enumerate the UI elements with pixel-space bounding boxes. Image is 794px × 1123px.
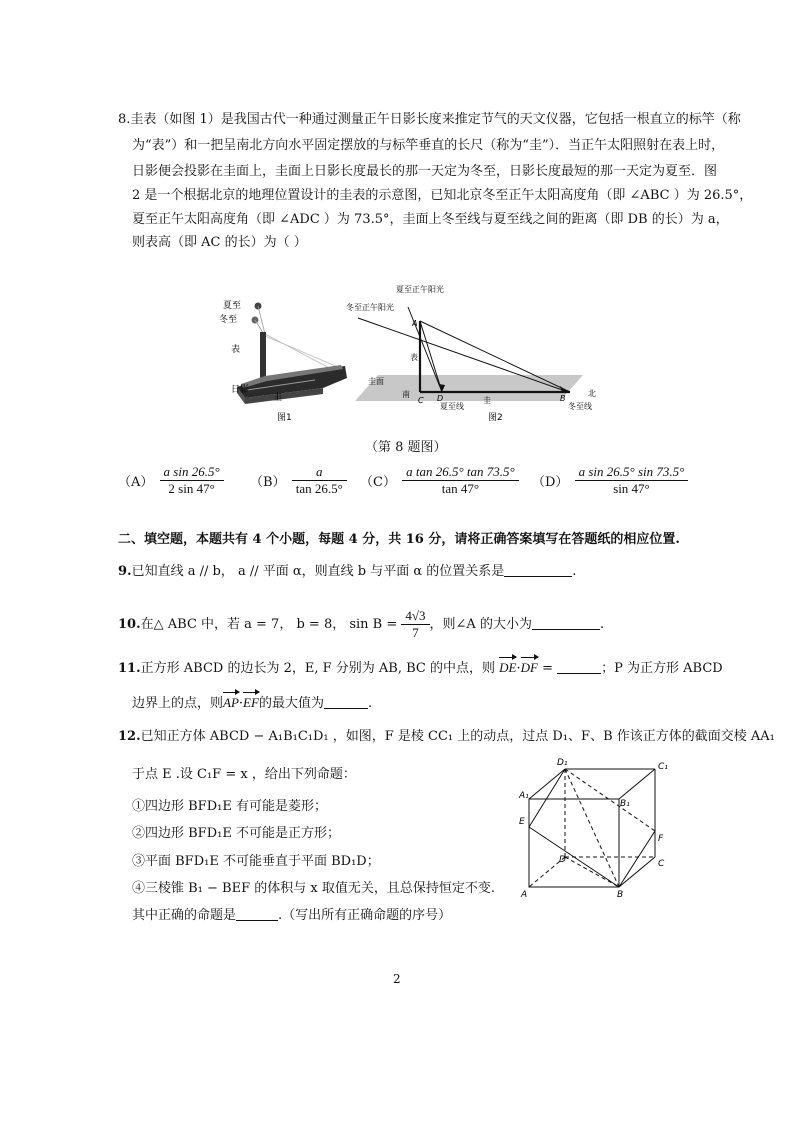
fig2-caption: 图2 bbox=[488, 413, 503, 423]
fig1-label-gui: 圭 bbox=[273, 393, 283, 403]
q12-text-1: 已知正方体 ABCD − A₁B₁C₁D₁ ，如图，F 是棱 CC₁ 上的动点，过点 D₁、F、B 作该正方体的截面交棱 AA₁ bbox=[140, 729, 775, 744]
cube-vertex-c1: C₁ bbox=[658, 762, 668, 772]
q10-fraction: $\frac{4√3}{7}$ bbox=[401, 608, 429, 641]
q12-item-2: ②四边形 BFD₁E 不可能是正方形； bbox=[132, 826, 340, 841]
cube-vertex-c: C bbox=[658, 859, 665, 869]
q12-cube-figure bbox=[515, 755, 675, 900]
q11-answer-blank-2[interactable] bbox=[324, 695, 368, 709]
option-label: （C） bbox=[360, 475, 396, 490]
fig2-label-surface: 圭面 bbox=[368, 377, 384, 386]
q12-answer-blank[interactable] bbox=[236, 907, 278, 921]
q12-item-3: ③平面 BFD₁E 不可能垂直于平面 BD₁D； bbox=[132, 854, 380, 869]
vector-df: DF bbox=[521, 655, 538, 677]
fig1-caption: 图1 bbox=[277, 413, 292, 423]
q8-option-c bbox=[360, 464, 519, 497]
fig2-point-a: A bbox=[412, 319, 418, 328]
q8-line-5: 夏至正午太阳高度角（即 ∠ADC ）为 73.5°，圭面上冬至线与夏至线之间的距离（即 DB 的长）为 a， bbox=[132, 212, 729, 227]
q8-line-2: 为“表”）和一把呈南北方向水平固定摆放的与标竿垂直的长尺（称为“圭”）．当正午太阳照射在表上时， bbox=[132, 138, 725, 153]
q10-text-b: ，则∠A 的大小为 bbox=[429, 617, 532, 632]
q12-question: 其中正确的命题是 .（写出所有正确命题的序号） bbox=[132, 908, 452, 923]
vector-ef: EF bbox=[243, 690, 259, 712]
gui-surface-plane bbox=[355, 375, 583, 401]
cube-point-f: F bbox=[658, 834, 664, 844]
fig1-label-winter: 冬至 bbox=[219, 315, 238, 325]
fig2-label-north: 北 bbox=[588, 389, 596, 398]
q8-option-a bbox=[118, 464, 224, 497]
q11-line-1: 11.正方形 ABCD 的边长为 2，E, F 分别为 AB, BC 的中点，则 DE·DF = ；P 为正方形 ABCD bbox=[118, 655, 723, 678]
fig2-label-winter-light: 冬至正午阳光 bbox=[346, 303, 394, 312]
fig2-label-winter-line: 冬至线 bbox=[568, 402, 592, 411]
q10: 10.在△ ABC 中，若 a = 7， b = 8， sin B = $\frac{4√3}{7}$ ，则∠A 的大小为 . bbox=[118, 608, 605, 640]
cube-vertex-a1: A₁ bbox=[519, 791, 529, 801]
option-label: （B） bbox=[250, 475, 286, 490]
page-number: 2 bbox=[393, 972, 401, 986]
q11-text-b: ；P 为正方形 ABCD bbox=[601, 661, 723, 676]
option-label: （D） bbox=[532, 475, 569, 490]
option-fraction: $\frac{\text{a sin 26.5°}}{2 \sin 47^\circ}$ bbox=[160, 464, 224, 497]
q11-text-c: 边界上的点，则 bbox=[132, 696, 224, 711]
fig2-point-c: C bbox=[418, 396, 424, 405]
cube-vertex-d: D bbox=[559, 855, 566, 865]
option-fraction: $\frac{\text{a tan 26.5° tan 73.5°}}{\tan 47^\circ}$ bbox=[402, 464, 519, 497]
q11-line-2: 边界上的点，则AP·EF的最大值为 . bbox=[132, 690, 372, 713]
fig2-label-gnomon: 表 bbox=[410, 353, 418, 362]
q12-number: 12. bbox=[118, 729, 141, 744]
option-fraction: $\frac{a}{\tan 26.5^\circ}$ bbox=[292, 464, 347, 497]
q9-answer-blank[interactable] bbox=[504, 563, 572, 577]
cube-vertex-a: A bbox=[521, 890, 528, 900]
q8-line-1: 8.圭表（如图 1）是我国古代一种通过测量正午日影长度来推定节气的天文仪器，它包括一根直立的标竿（称 bbox=[118, 112, 741, 127]
cube-vertex-b: B bbox=[617, 890, 624, 900]
q8-line-3: 日影便会投影在圭面上，圭面上日影长度最长的那一天定为冬至，日影长度最短的那一天定为夏至．图 bbox=[132, 164, 718, 179]
q8-line-4: 2 是一个根据北京的地理位置设计的圭表的示意图，已知北京冬至正午太阳高度角（即 ∠ABC ）为 26.5°， bbox=[132, 188, 753, 203]
fig1-label-shadow: 日影 bbox=[231, 385, 250, 395]
q12-line-2: 于点 E .设 C₁F = x ，给出下列命题： bbox=[132, 767, 356, 782]
gnomon-post bbox=[260, 332, 266, 382]
q11-text-d: 的最大值为 bbox=[258, 696, 324, 711]
fig2-label-summer-line: 夏至线 bbox=[440, 402, 464, 411]
cube-point-e: E bbox=[519, 817, 525, 827]
q11-answer-blank-1[interactable] bbox=[557, 660, 601, 674]
section-2-title: 二、填空题，本题共有 4 个小题，每题 4 分，共 16 分，请将正确答案填写在答题纸的相应位置. bbox=[118, 532, 680, 547]
q8-line-6: 则表高（即 AC 的长）为（ ） bbox=[132, 235, 307, 250]
q8-figure-1 bbox=[215, 292, 355, 427]
vector-ap: AP bbox=[223, 690, 239, 712]
q8-option-b bbox=[250, 464, 347, 497]
q9: 9.已知直线 a // b， a // 平面 α，则直线 b 与平面 α 的位置关系是 . bbox=[118, 564, 577, 579]
cube-vertex-b1: B₁ bbox=[620, 799, 630, 809]
q12-item-4: ④三棱锥 B₁ − BEF 的体积与 x 取值无关，且总保持恒定不变. bbox=[132, 881, 495, 896]
q12-item-1: ①四边形 BFD₁E 有可能是菱形； bbox=[132, 799, 327, 814]
q8-figure-caption: （第 8 题图） bbox=[365, 440, 447, 455]
option-label: （A） bbox=[118, 475, 154, 490]
q10-text-a: 在△ ABC 中，若 a = 7， b = 8， sin B = bbox=[140, 617, 402, 632]
fig2-point-d: D bbox=[437, 394, 444, 403]
q11-number: 11. bbox=[118, 661, 141, 676]
q9-number: 9. bbox=[118, 564, 132, 579]
option-fraction: $\frac{\text{a sin 26.5° sin 73.5°}}{\sin 47^\circ}$ bbox=[575, 464, 689, 497]
q8-figure-2 bbox=[338, 280, 613, 428]
q12-line-1 bbox=[118, 728, 775, 746]
fig2-label-gui: 圭 bbox=[483, 396, 491, 405]
fig2-label-south: 南 bbox=[402, 390, 410, 399]
q10-answer-blank[interactable] bbox=[532, 616, 600, 630]
cube-vertex-d1: D₁ bbox=[557, 758, 568, 768]
q8-option-d bbox=[532, 464, 688, 497]
vector-de: DE bbox=[499, 655, 516, 677]
fig2-point-b: B bbox=[560, 394, 566, 403]
fig1-label-summer: 夏至 bbox=[223, 301, 242, 311]
q9-text: 已知直线 a // b， a // 平面 α，则直线 b 与平面 α 的位置关系是 bbox=[131, 564, 505, 579]
q10-number: 10. bbox=[118, 617, 141, 632]
q11-text-a: 正方形 ABCD 的边长为 2，E, F 分别为 AB, BC 的中点，则 bbox=[140, 661, 495, 676]
fig1-label-gnomon: 表 bbox=[231, 345, 241, 355]
fig2-label-summer-light: 夏至正午阳光 bbox=[396, 285, 444, 294]
